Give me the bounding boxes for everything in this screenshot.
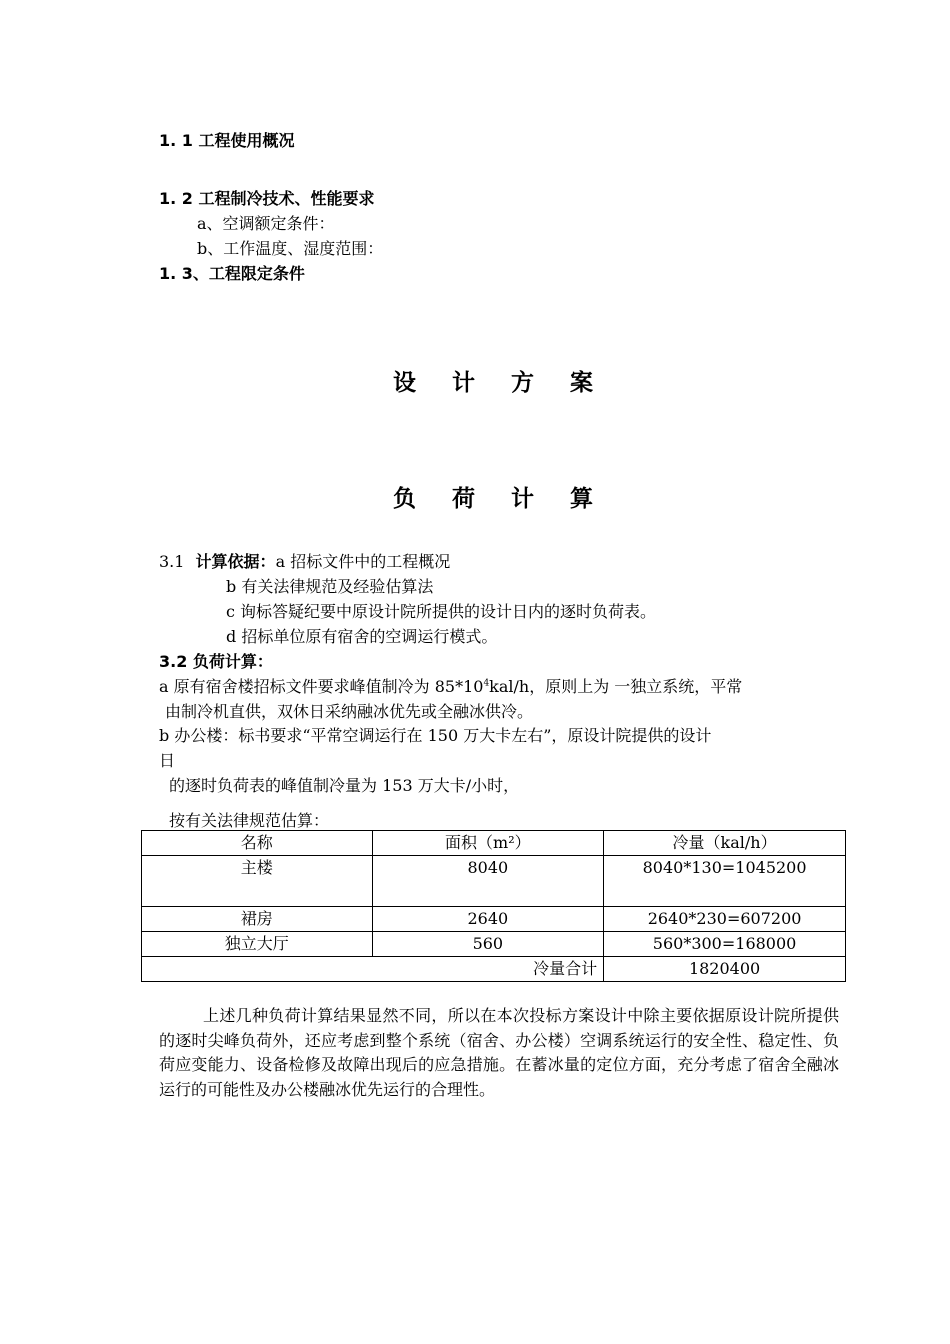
table-cell: 2640*230=607200 [604, 907, 846, 932]
table-cell: 560*300=168000 [604, 932, 846, 957]
table-cell: 8040 [372, 856, 604, 907]
table-header-cell: 冷量（kal/h） [604, 831, 846, 856]
office-requirement-line1: b 办公楼：标书要求“平常空调运行在 150 万大卡左右”，原设计院提供的设计 [159, 726, 712, 745]
load-estimate-table [141, 830, 846, 982]
section-1-2-item-a: a、空调额定条件： [197, 214, 335, 233]
table-row [142, 907, 846, 932]
section-1-1-heading: 1. 1 工程使用概况 [159, 131, 295, 150]
table-cell: 裙房 [142, 907, 373, 932]
dorm-line1-pre: a 原有宿舍楼招标文件要求峰值制冷为 85*10 [159, 677, 484, 696]
table-cell: 主楼 [142, 856, 373, 907]
table-header-cell: 面积（m²） [372, 831, 604, 856]
table-header-cell: 名称 [142, 831, 373, 856]
basis-item-b: b 有关法律规范及经验估算法 [226, 577, 434, 596]
dorm-requirement-line1 [159, 674, 742, 697]
section-1-2-heading: 1. 2 工程制冷技术、性能要求 [159, 189, 375, 208]
table-cell: 2640 [372, 907, 604, 932]
office-requirement-line3: 的逐时负荷表的峰值制冷量为 153 万大卡/小时， [169, 776, 520, 795]
estimate-caption: 按有关法律规范估算： [169, 811, 330, 830]
basis-item-c: c 询标答疑纪要中原设计院所提供的设计日内的逐时负荷表。 [226, 602, 657, 621]
load-calculation-title: 负 荷 计 算 [392, 486, 608, 512]
conclusion-paragraph: 上述几种负荷计算结果显然不同，所以在本次投标方案设计中除主要依据原设计院所提供的逐时尖峰负荷外，还应考虑到整个系统（宿舍、办公楼）空调系统运行的安全性、稳定性、负荷应变能力、设备检修及故障出现后的应急措施。在蓄冰量的定位方面，充分考虑了宿舍全融冰运行的可能性及办公楼融冰优先运行的合理性。 [159, 1006, 839, 1099]
table-total-value: 1820400 [604, 957, 846, 982]
table-header-row [142, 831, 846, 856]
dorm-requirement-line2: 由制冷机直供，双休日采纳融冰优先或全融冰供冷。 [165, 702, 534, 721]
section-1-2-item-b: b、工作温度、湿度范围： [197, 239, 384, 258]
section-1-3-heading: 1. 3、工程限定条件 [159, 264, 305, 283]
design-plan-title: 设 计 方 案 [392, 370, 608, 396]
basis-label: 计算依据： [195, 552, 276, 571]
table-row [142, 932, 846, 957]
dorm-line1-exponent: 4 [483, 678, 490, 689]
table-cell: 560 [372, 932, 604, 957]
basis-item-d: d 招标单位原有宿舍的空调运行模式。 [226, 627, 498, 646]
table-total-row [142, 957, 846, 982]
basis-number: 3.1 [159, 552, 185, 571]
table-total-label: 冷量合计 [142, 957, 604, 982]
office-requirement-line2: 日 [159, 751, 176, 770]
basis-line-a [159, 549, 450, 572]
table-cell: 独立大厅 [142, 932, 373, 957]
dorm-line1-post: kal/h，原则上为 一独立系统，平常 [489, 677, 743, 696]
basis-item-a: a 招标文件中的工程概况 [275, 552, 451, 571]
table-cell: 8040*130=1045200 [604, 856, 846, 907]
load-calc-heading: 3.2 负荷计算： [159, 652, 273, 671]
table-row [142, 856, 846, 907]
